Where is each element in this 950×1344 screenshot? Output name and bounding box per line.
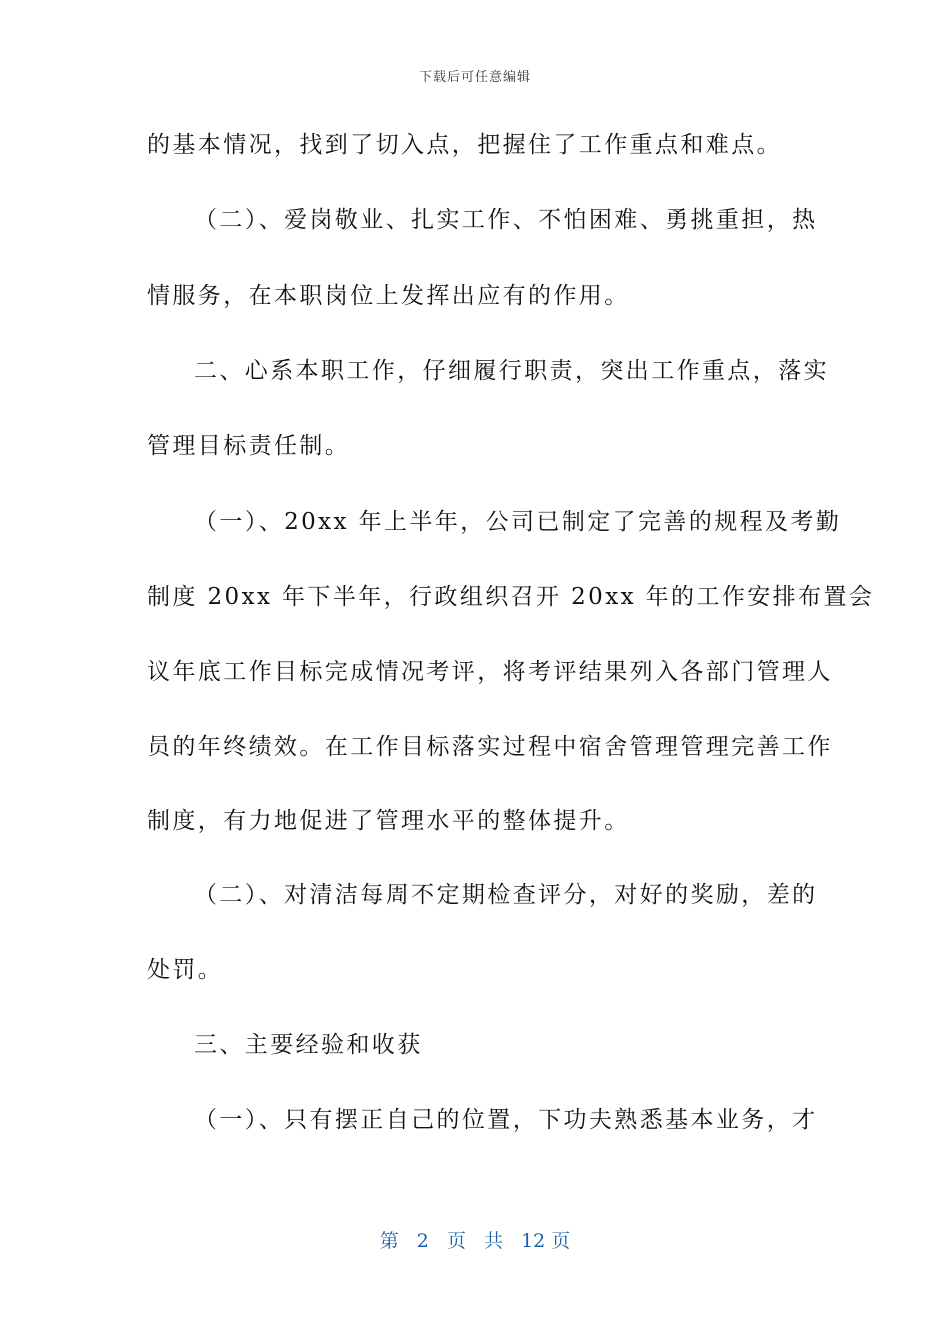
text-line: 管理目标责任制。 <box>147 433 351 459</box>
text-line: 情服务，在本职岗位上发挥出应有的作用。 <box>147 283 630 309</box>
text-line: 制度 20xx 年下半年，行政组织召开 20xx 年的工作安排布置会 <box>147 584 875 610</box>
text-line: 议年底工作目标完成情况考评，将考评结果列入各部门管理人 <box>147 659 833 685</box>
text-line: 处罚。 <box>147 957 224 983</box>
text-line: （二）、爱岗敬业、扎实工作、不怕困难、勇挑重担，热 <box>194 207 818 233</box>
footer-label-gong: 共 <box>484 1230 504 1252</box>
footer-total-pages: 12 <box>521 1230 546 1252</box>
text-line: 三、主要经验和收获 <box>194 1032 423 1058</box>
footer-label-di: 第 <box>379 1230 399 1252</box>
text-line: 的基本情况，找到了切入点，把握住了工作重点和难点。 <box>147 132 782 158</box>
header-note: 下载后可任意编辑 <box>418 70 531 85</box>
text-line: 员的年终绩效。在工作目标落实过程中宿舍管理管理完善工作 <box>147 734 833 760</box>
footer-label-ye: 页 <box>446 1230 466 1252</box>
text-line: 制度，有力地促进了管理水平的整体提升。 <box>147 808 630 834</box>
text-line: （二）、对清洁每周不定期检查评分，对好的奖励，差的 <box>194 882 818 908</box>
page-footer <box>0 1226 950 1253</box>
text-line: （一）、只有摆正自己的位置，下功夫熟悉基本业务，才 <box>194 1107 818 1133</box>
text-line: （一）、20xx 年上半年，公司已制定了完善的规程及考勤 <box>194 509 842 535</box>
footer-page-number: 2 <box>416 1230 429 1252</box>
footer-label-ye2: 页 <box>551 1230 571 1252</box>
text-line: 二、心系本职工作，仔细履行职责，突出工作重点，落实 <box>194 358 829 384</box>
